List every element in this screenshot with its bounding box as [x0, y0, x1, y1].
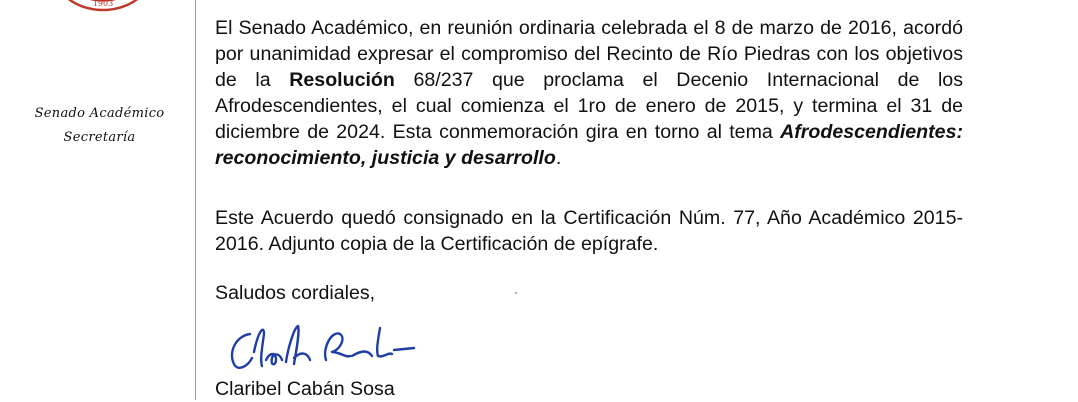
paragraph-1-text-a: El Senado Académico, en reunión ordinaria celebrada el 8 de marzo de 2016, acordó por unanimidad expresar el compromiso del Recinto de Río Piedras con los objetivos de la: [215, 17, 963, 91]
paragraph-1-end: .: [555, 147, 562, 169]
paragraph-2: [215, 205, 963, 257]
paragraph-1: [215, 15, 963, 171]
paragraph-2-text: Este Acuerdo quedó consignado en la Certificación Núm. 77, Año Académico 2015-2016. Adjunto copia de la Certificación de epígrafe.: [215, 207, 963, 255]
office-name: Senado Académico: [34, 106, 165, 121]
paragraph-1-text-b: 68/237 que proclama el Decenio Internacional de los Afrodescendientes, el cual comienza el 1ro de enero de 2015, y termina el 31 de diciembre de 2024. Esta conmemoración gira en torno al tema: [215, 69, 964, 143]
sidebar-divider: [195, 0, 196, 400]
office-unit: Secretaría: [63, 130, 136, 145]
seal-year: 1903: [92, 0, 114, 8]
resolution-label: Resolución: [289, 69, 395, 91]
closing: Saludos cordiales,: [215, 282, 376, 304]
university-seal: [48, 0, 158, 12]
signatory-name: Claribel Cabán Sosa: [215, 378, 395, 400]
handwritten-signature: [222, 322, 422, 380]
speck: [515, 292, 517, 294]
theme-text: Afrodescendientes: reconocimiento, justicia y desarrollo: [215, 121, 963, 169]
